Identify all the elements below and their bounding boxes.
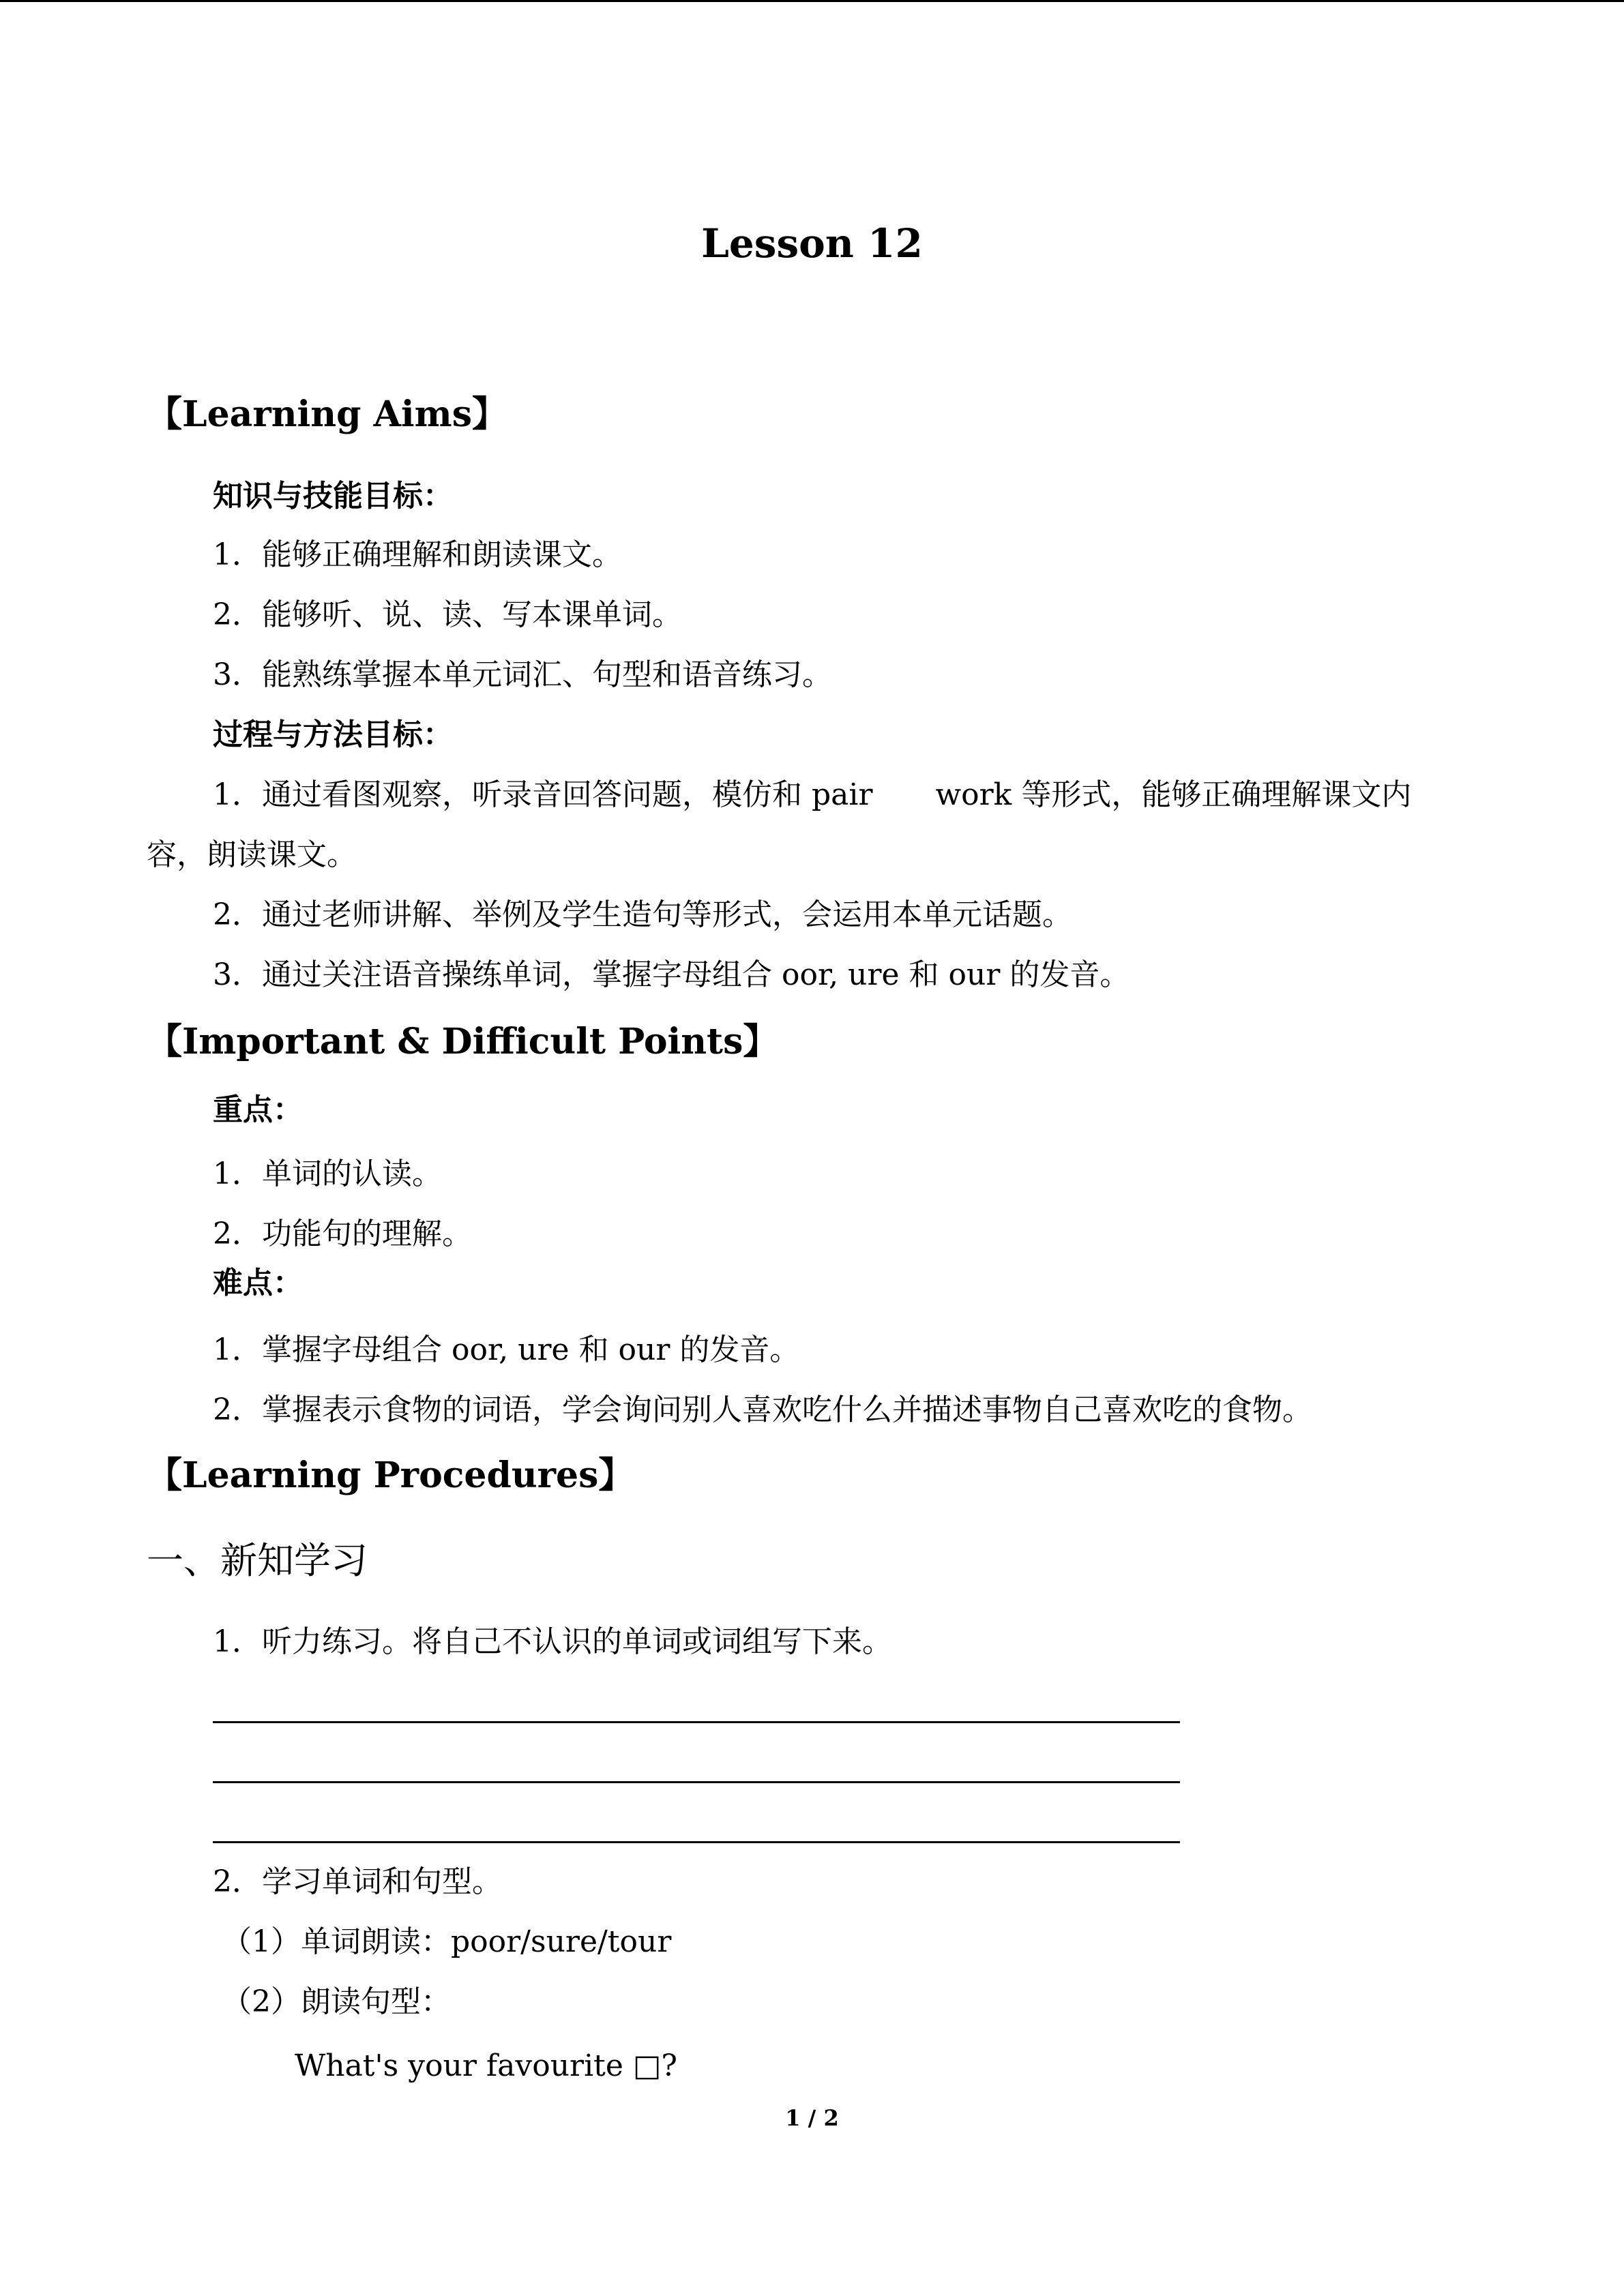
process-label: 过程与方法目标： — [213, 717, 453, 752]
knowledge-label: 知识与技能目标： — [213, 479, 453, 513]
difficult-label: 难点： — [213, 1266, 303, 1300]
page-number: 1 / 2 — [785, 2105, 839, 2131]
process-item — [213, 776, 1411, 814]
answer-line — [213, 1841, 1180, 1843]
key-item: 2．功能句的理解。 — [213, 1217, 472, 1251]
knowledge-item: 3．能熟练掌握本单元词汇、句型和语音练习。 — [213, 657, 832, 692]
answer-line — [213, 1721, 1180, 1723]
key-label: 重点： — [213, 1092, 303, 1127]
process-item-part: work 等形式，能够正确理解课文内 — [935, 777, 1412, 812]
learning-aims-heading: 【Learning Aims】 — [147, 393, 507, 435]
process-item: 2．通过老师讲解、举例及学生造句等形式，会运用本单元话题。 — [213, 897, 1072, 932]
difficult-item: 1．掌握字母组合 oor, ure 和 our 的发音。 — [213, 1332, 800, 1367]
knowledge-item: 1．能够正确理解和朗读课文。 — [213, 537, 622, 572]
words-task: （1）单词朗读：poor/sure/tour — [222, 1924, 672, 1959]
difficult-item: 2．掌握表示食物的词语，学会询问别人喜欢吃什么并描述事物自己喜欢吃的食物。 — [213, 1392, 1312, 1427]
procedures-heading: 【Learning Procedures】 — [147, 1455, 634, 1496]
study-task: 2．学习单词和句型。 — [213, 1864, 502, 1899]
page-title: Lesson 12 — [701, 220, 923, 267]
knowledge-item: 2．能够听、说、读、写本课单词。 — [213, 597, 682, 632]
section-title: 一、新知学习 — [147, 1539, 368, 1582]
process-item-continuation: 容，朗读课文。 — [147, 837, 357, 872]
process-item: 3．通过关注语音操练单词，掌握字母组合 oor, ure 和 our 的发音。 — [213, 957, 1130, 992]
process-item-part: 1．通过看图观察，听录音回答问题，模仿和 pair — [213, 777, 873, 812]
points-heading: 【Important & Difficult Points】 — [147, 1021, 779, 1062]
sentences-label: （2）朗读句型： — [222, 1984, 451, 2019]
key-item: 1．单词的认读。 — [213, 1157, 442, 1191]
answer-line — [213, 1781, 1180, 1783]
top-border — [0, 0, 1624, 2]
listening-task: 1．听力练习。将自己不认识的单词或词组写下来。 — [213, 1624, 892, 1659]
sentence-pattern: What's your favourite □? — [295, 2048, 678, 2083]
